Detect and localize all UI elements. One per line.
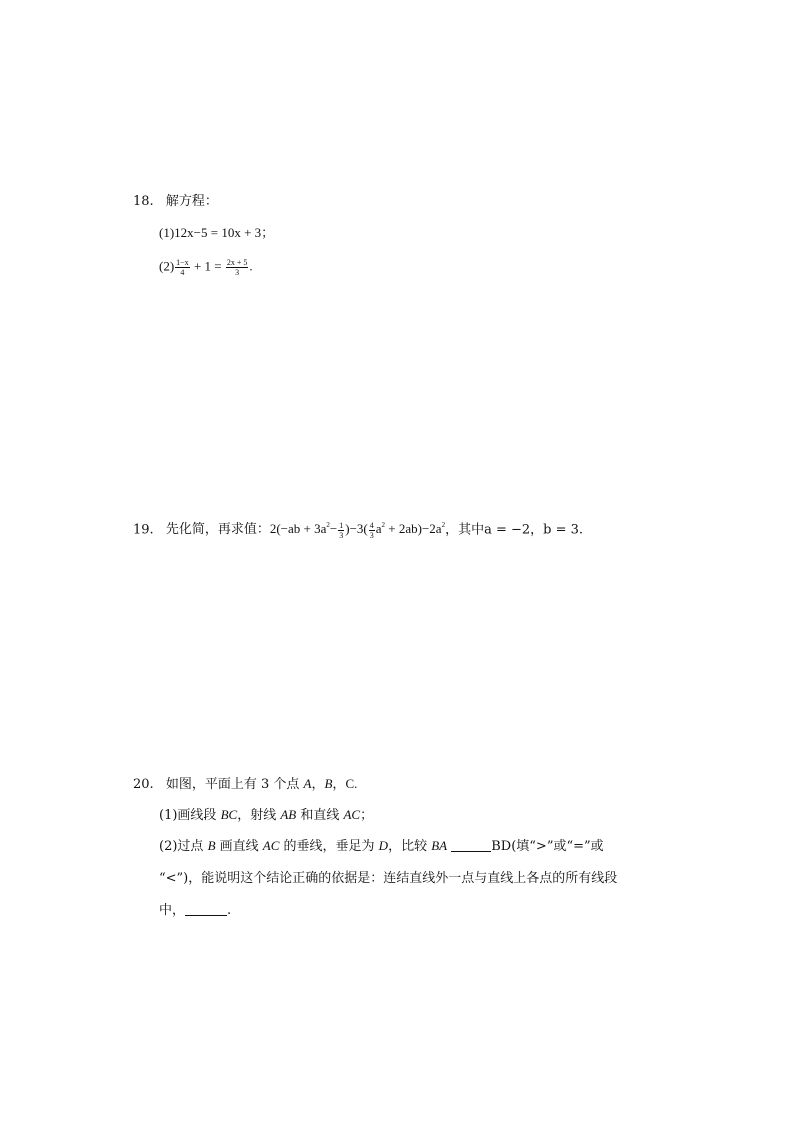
fraction: $\frac{2x + 5}{3}$ xyxy=(226,258,248,277)
question-20-line-3: (2)过点 B 画直线 AC 的垂线，垂足为 D，比较 BA BD(填“>”或“=”或 xyxy=(159,838,604,854)
question-19-text: 19. 先化简，再求值：$2(-ab + 3a^2-$ $\frac{1}{3}$ )−3( $\frac{4}{3}$ $a^2 + 2ab)-2a^2$，其中a = −2，b = 3. xyxy=(133,521,584,540)
question-number: 19. xyxy=(133,522,154,538)
question-18-part-2: (2) $\frac{1-x}{4}$ + 1 = $\frac{2x + 5}{3}$ . xyxy=(159,258,253,277)
question-title: 解方程： xyxy=(165,194,218,209)
answer-blank[interactable] xyxy=(451,839,491,852)
answer-blank[interactable] xyxy=(185,903,227,916)
question-20-line-5: 中， . xyxy=(159,903,232,918)
expression: $2(-ab + 3a^2-$ $\frac{1}{3}$ )−3( $\frac{4}{3}$ $a^2 + 2ab)-2a^2$ xyxy=(269,521,446,540)
question-20-line-1: 20. 如图，平面上有 3 个点 A，B，C. xyxy=(133,776,358,792)
fraction: $\frac{1-x}{4}$ xyxy=(176,258,189,277)
question-20-line-4: “<”)，能说明这个结论正确的依据是：连结直线外一点与直线上各点的所有线段 xyxy=(159,871,618,886)
question-20-line-2: (1)画线段 BC，射线 AB 和直线 AC； xyxy=(159,807,374,823)
question-number: 20. xyxy=(133,777,154,792)
question-number: 18. xyxy=(133,194,154,209)
question-18-header xyxy=(133,194,218,210)
question-18-part-1: (1)12x−5 = 10x + 3； xyxy=(159,225,275,240)
